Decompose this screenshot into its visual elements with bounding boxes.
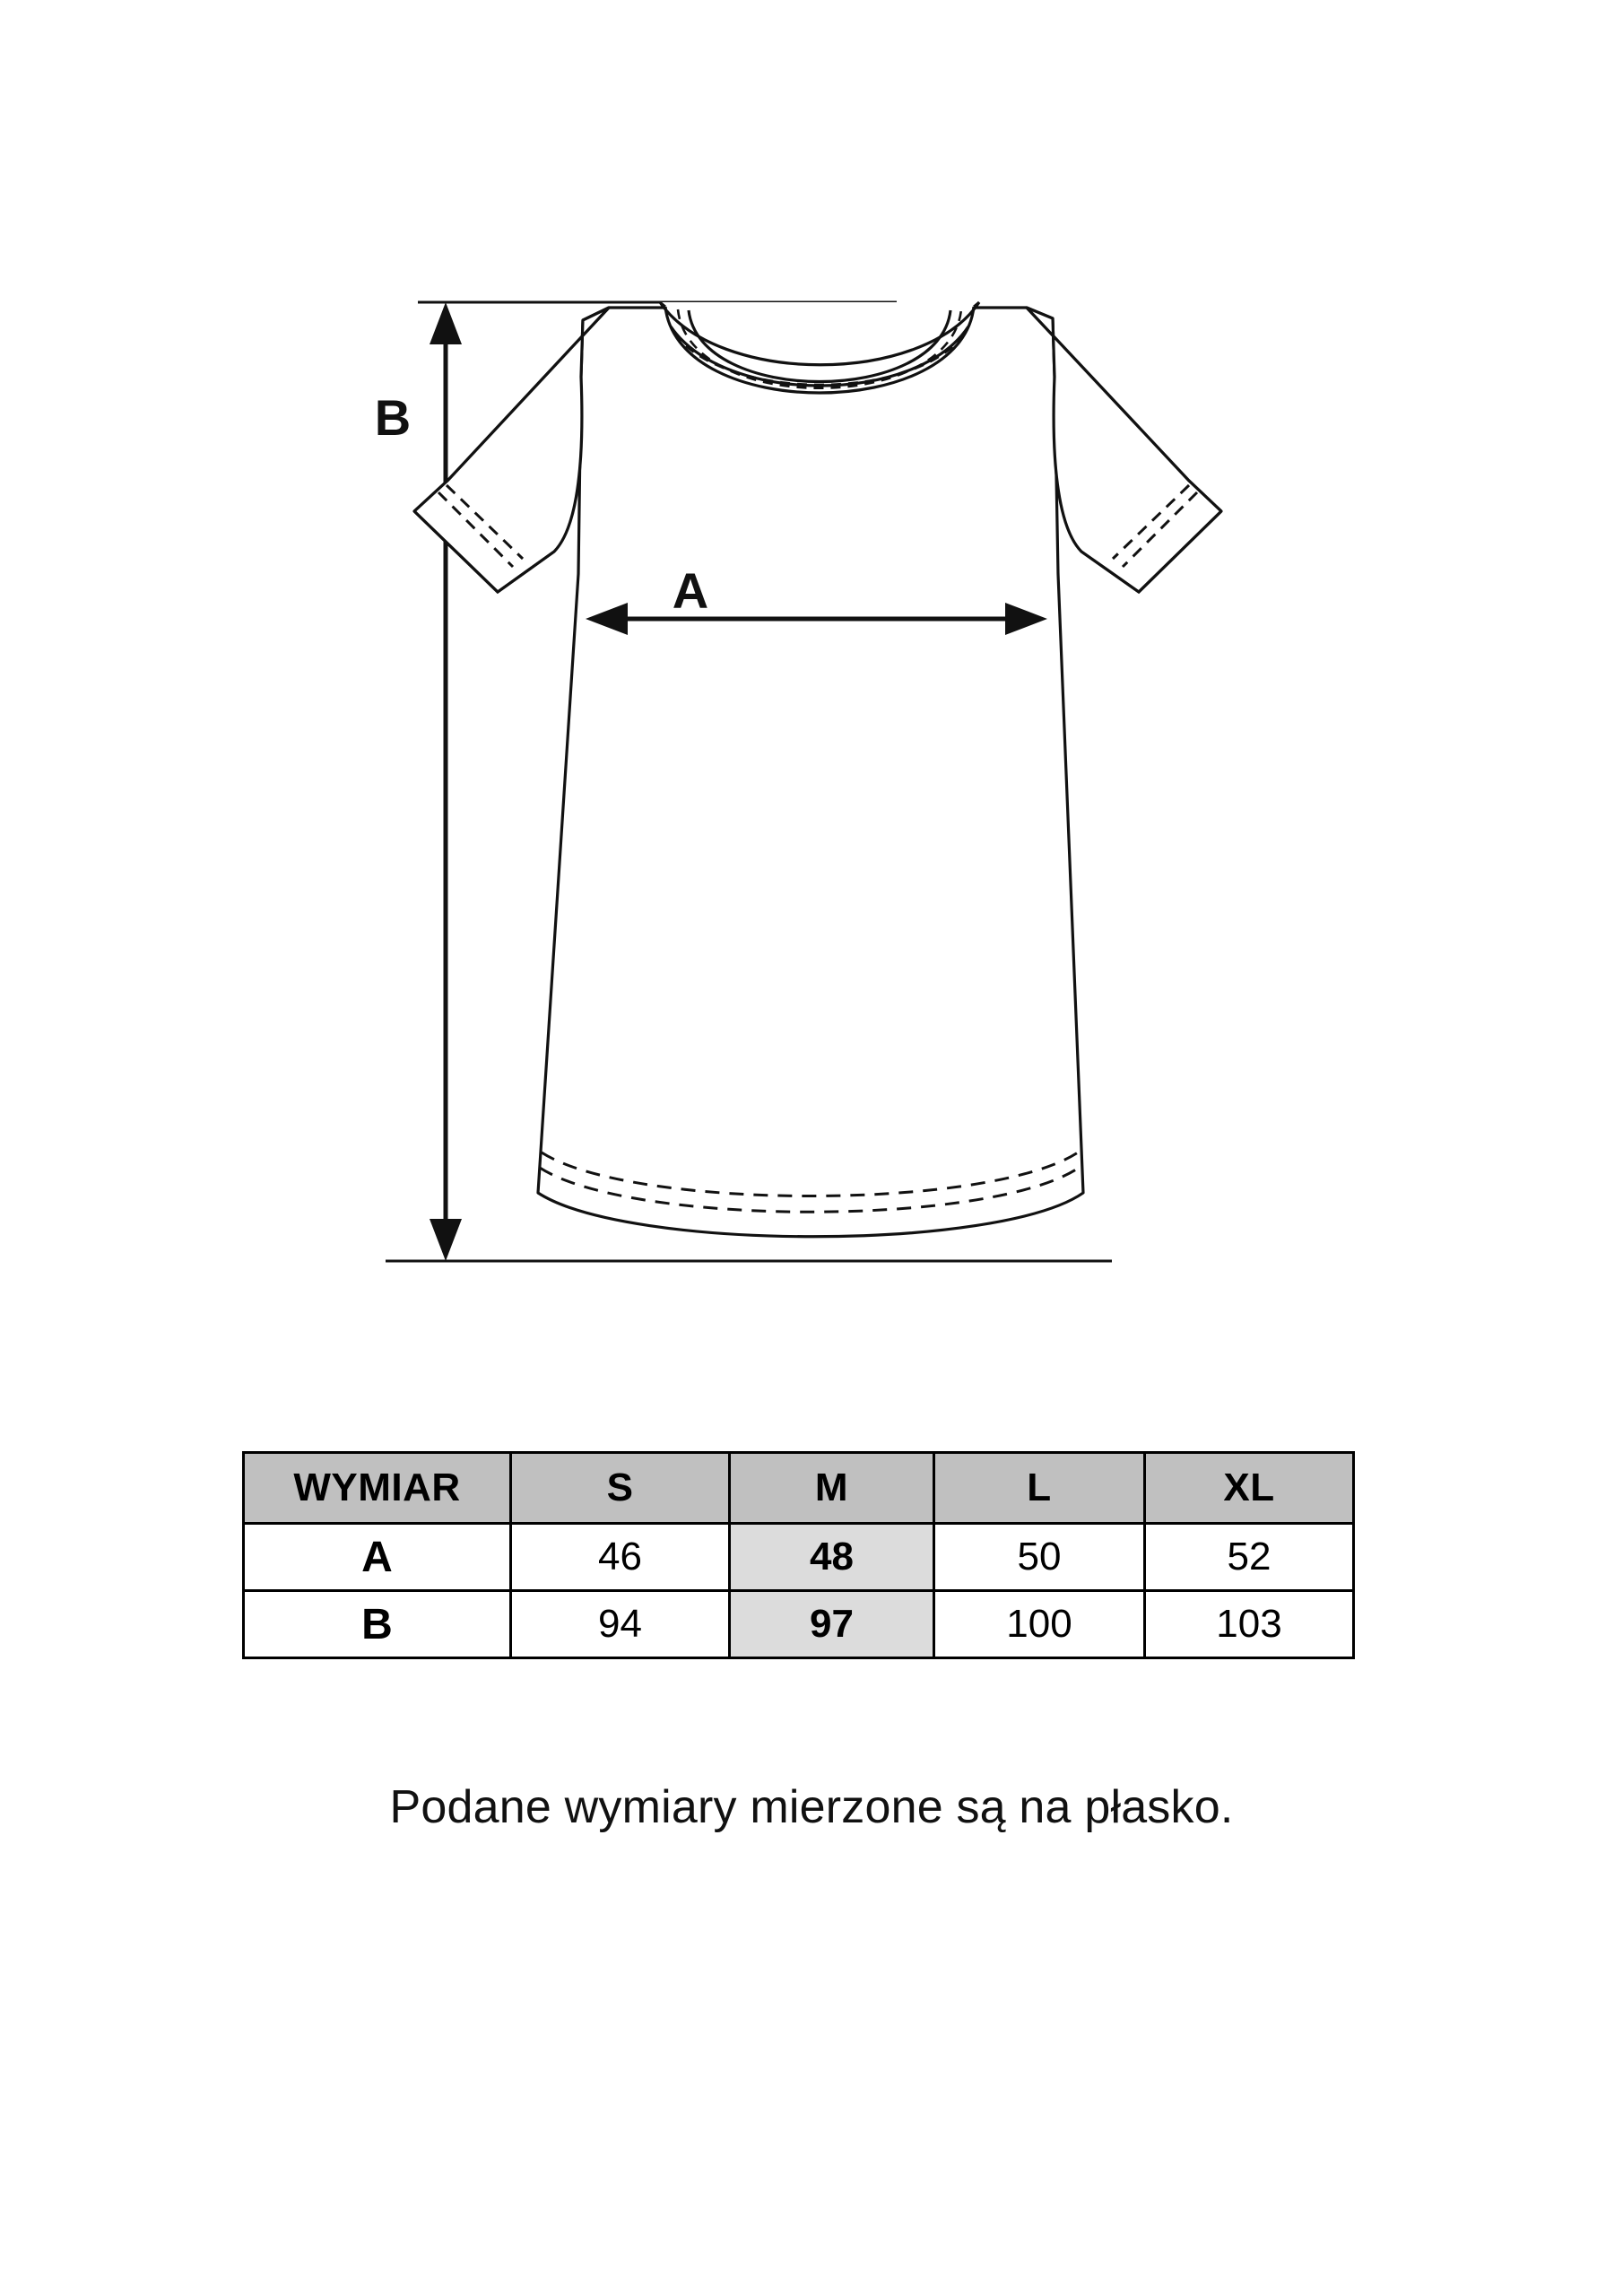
row-label-a: A [244,1524,511,1591]
cell-a-l: 50 [934,1524,1145,1591]
cell-a-xl: 52 [1145,1524,1354,1591]
table-header-row [244,1453,1354,1524]
measurement-note: Podane wymiary mierzone są na płasko. [389,1781,1234,1833]
table-row [244,1591,1354,1658]
b-dimension-arrow [430,302,462,1261]
column-header-l: L [934,1453,1145,1524]
cell-b-l: 100 [934,1591,1145,1658]
b-dimension-label: B [374,389,412,446]
column-header-xl: XL [1145,1453,1354,1524]
cell-a-m: 48 [730,1524,934,1591]
cell-b-xl: 103 [1145,1591,1354,1658]
size-table [242,1451,1355,1659]
column-header-m: M [730,1453,934,1524]
dress-body-outline [538,308,1083,1237]
a-dimension-label: A [672,562,709,619]
cell-b-m: 97 [730,1591,934,1658]
column-header-dimension: WYMIAR [244,1453,511,1524]
size-table-container [242,1451,1352,1659]
column-header-s: S [511,1453,730,1524]
cell-a-s: 46 [511,1524,730,1591]
cell-b-s: 94 [511,1591,730,1658]
table-row [244,1524,1354,1591]
row-label-b: B [244,1591,511,1658]
